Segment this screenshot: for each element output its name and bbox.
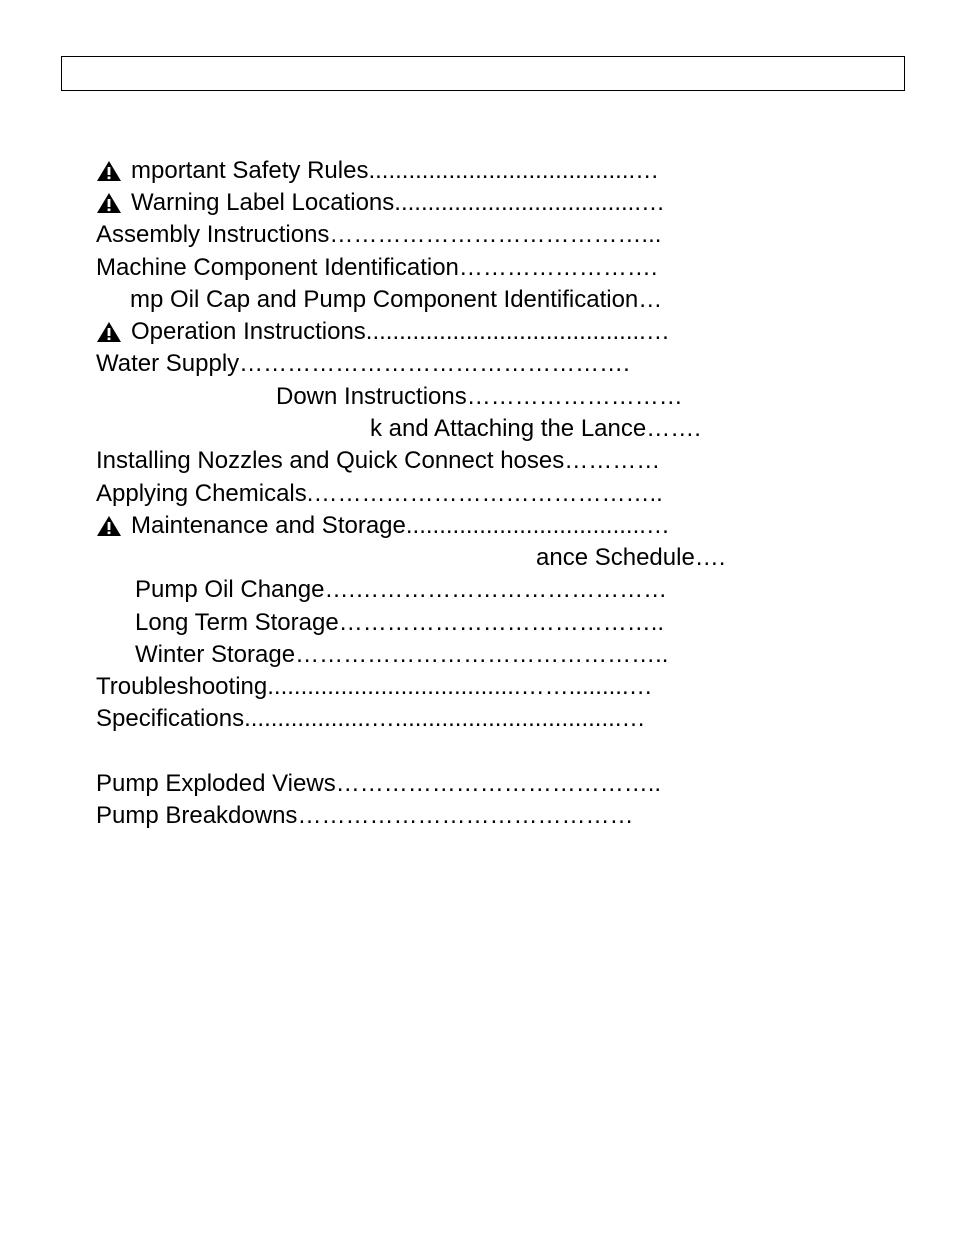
toc-entry-title: Warning Label Locations: [131, 189, 395, 216]
toc-entry-title: mportant Safety Rules: [131, 157, 369, 184]
toc-entry-title: Pump Breakdowns: [96, 802, 298, 829]
toc-entry-chemicals[interactable]: [96, 480, 663, 508]
toc-entry-leader: ......................................…….........…: [267, 673, 653, 700]
toc-entry-title: Assembly Instructions: [96, 221, 330, 248]
toc-entry-specifications[interactable]: [96, 705, 645, 733]
warning-triangle-icon: [96, 515, 122, 537]
toc-entry-pump-oil-cap[interactable]: [130, 286, 662, 314]
toc-entry-title: Specifications: [96, 705, 245, 732]
toc-entry-winter-storage[interactable]: [135, 641, 668, 669]
toc-entry-leader: ………………………: [466, 383, 683, 410]
toc-entry-long-term-storage[interactable]: [135, 609, 664, 637]
toc-entry-leader: ...................…..................................…: [244, 705, 646, 732]
toc-entry-title: ance Schedule: [536, 544, 695, 571]
toc-entry-leader: ……………………………………..: [313, 480, 663, 507]
toc-entry-leader: ….…………………………………: [324, 576, 668, 603]
warning-triangle-icon: [96, 321, 122, 343]
warning-triangle-icon: [96, 160, 122, 182]
toc-entry-maintenance[interactable]: [96, 512, 670, 540]
toc-entry-title: mp Oil Cap and Pump Component Identification: [130, 286, 639, 313]
toc-entry-leader: …: [638, 286, 663, 313]
toc-entry-maintenance-schedule[interactable]: [536, 544, 725, 572]
toc-entry-title: Down Instructions: [276, 383, 467, 410]
toc-entry-leader: ….: [694, 544, 726, 571]
toc-entry-pump-oil-change[interactable]: [135, 576, 667, 604]
toc-entry-title: Water Supply: [96, 350, 240, 377]
toc-entry-warning-labels[interactable]: [96, 189, 665, 217]
toc-entry-title: Maintenance and Storage: [131, 512, 406, 539]
toc-entry-leader: ..........................................…: [365, 318, 670, 345]
toc-entry-title: Troubleshooting: [96, 673, 268, 700]
toc-entry-leader: …………………………………..: [335, 770, 662, 797]
warning-triangle-icon: [96, 192, 122, 214]
toc-entry-title: Installing Nozzles and Quick Connect hoses: [96, 447, 565, 474]
toc-entry-operation[interactable]: [96, 318, 670, 346]
toc-entry-leader: .....................................…: [394, 189, 665, 216]
toc-entry-title: Machine Component Identification: [96, 254, 459, 281]
toc-entry-water-supply[interactable]: [96, 350, 630, 378]
toc-entry-title: Winter Storage: [135, 641, 296, 668]
toc-entry-component-id[interactable]: [96, 254, 658, 282]
toc-entry-nozzles[interactable]: [96, 447, 660, 475]
toc-entry-leader: ........................................…: [368, 157, 660, 184]
toc-entry-leader: ....................................…: [405, 512, 670, 539]
toc-entry-title: Long Term Storage: [135, 609, 339, 636]
toc-entry-leader: ……………………………………: [297, 802, 634, 829]
toc-entry-pump-exploded[interactable]: [96, 770, 661, 798]
toc-entry-troubleshooting[interactable]: [96, 673, 653, 701]
toc-entry-down-instructions[interactable]: [276, 383, 683, 411]
toc-entry-leader: …………………………………...: [329, 221, 662, 248]
toc-entry-assembly[interactable]: [96, 221, 661, 249]
toc-entry-title: Pump Exploded Views: [96, 770, 336, 797]
toc-entry-title: Operation Instructions: [131, 318, 366, 345]
toc-entry-pump-breakdowns[interactable]: [96, 802, 633, 830]
toc-entry-leader: …….: [646, 415, 701, 442]
toc-entry-title: k and Attaching the Lance: [370, 415, 647, 442]
toc-entry-safety-rules[interactable]: [96, 157, 659, 185]
toc-entry-leader: ………………………………………….: [239, 350, 630, 377]
toc-entry-leader: …………………….: [458, 254, 658, 281]
toc-entry-leader: …………: [564, 447, 661, 474]
toc-entry-title: Applying Chemicals.: [96, 480, 314, 507]
toc-entry-title: Pump Oil Change: [135, 576, 325, 603]
toc-entry-leader: …………………………………..: [338, 609, 665, 636]
toc-entry-leader: ………………………………………..: [295, 641, 669, 668]
toc-entry-attaching-lance[interactable]: [370, 415, 701, 443]
